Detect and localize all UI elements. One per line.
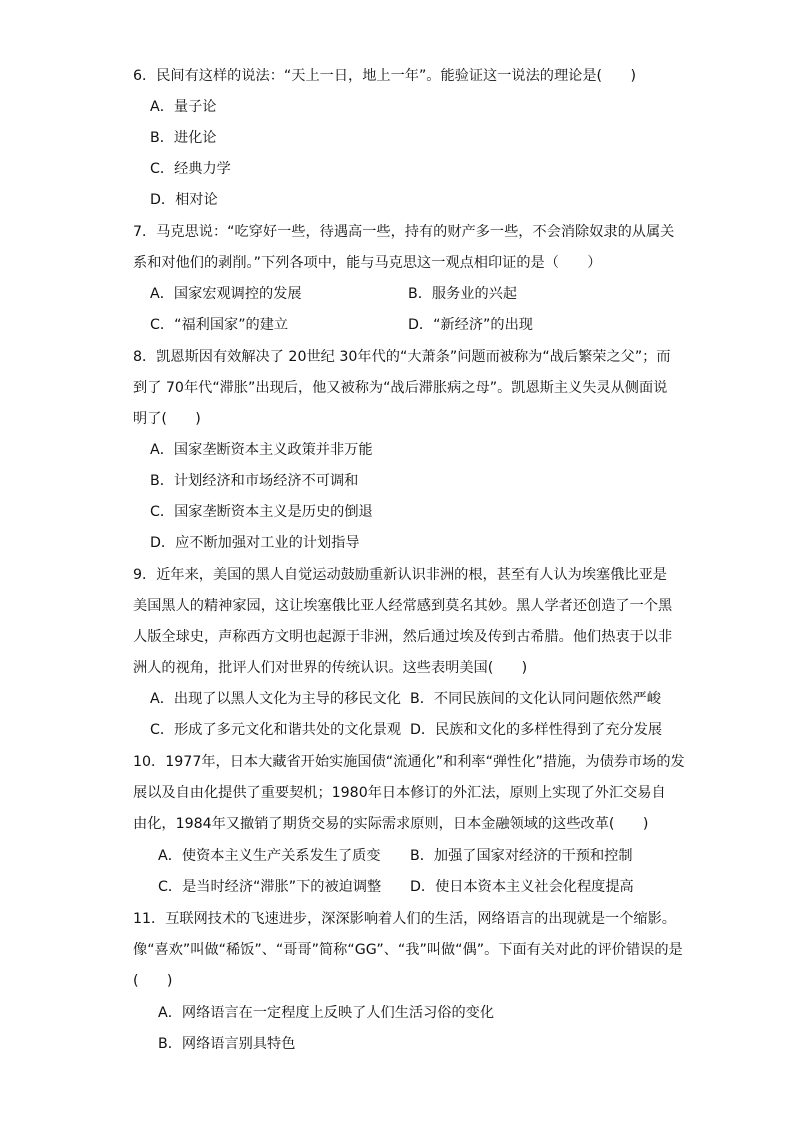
question-8-text-line-1: 8．凯恩斯因有效解决了 20世纪 30年代的“大萧条”问题而被称为“战后繁荣之父”；而 <box>133 349 671 365</box>
question-8-option-c: C．国家垄断资本主义是历史的倒退 <box>150 504 373 520</box>
question-11-text-line-3: ( ) <box>133 973 173 989</box>
question-9-text-line-1: 9．近年来，美国的黑人自觉运动鼓励重新认识非洲的根，甚至有人认为埃塞俄比亚是 <box>133 567 667 583</box>
question-11-text-line-1: 11．互联网技术的飞速进步，深深影响着人们的生活，网络语言的出现就是一个缩影。 <box>133 911 676 927</box>
question-11-option-a: A．网络语言在一定程度上反映了人们生活习俗的变化 <box>158 1005 495 1021</box>
question-10-option-b: B．加强了国家对经济的干预和控制 <box>410 848 633 864</box>
question-6-option-d: D．相对论 <box>150 192 218 208</box>
question-11-option-b: B．网络语言别具特色 <box>158 1036 296 1052</box>
question-9-option-d: D．民族和文化的多样性得到了充分发展 <box>410 722 663 738</box>
question-10-option-d: D．使日本资本主义社会化程度提高 <box>410 879 634 895</box>
question-8-text-line-3: 明了( ) <box>133 411 201 427</box>
question-10-option-c: C．是当时经济“滞胀”下的被迫调整 <box>158 879 382 895</box>
question-8-text-line-2: 到了 70年代“滞胀”出现后，他又被称为“战后滞胀病之母”。凯恩斯主义失灵从侧面说 <box>133 380 668 396</box>
question-9-option-c: C．形成了多元文化和谐共处的文化景观 <box>150 722 402 738</box>
question-9-text-line-3: 人版全球史，声称西方文明也起源于非洲，然后通过埃及传到古希腊。他们热衷于以非 <box>133 629 673 645</box>
question-7-option-d: D．“新经济”的出现 <box>408 317 533 333</box>
question-9-text-line-4: 洲人的视角，批评人们对世界的传统认识。这些表明美国( ) <box>133 660 528 676</box>
question-9-text-line-2: 美国黑人的精神家园，这让埃塞俄比亚人经常感到莫名其妙。黑人学者还创造了一个黑 <box>133 598 673 614</box>
question-10-text-line-2: 展以及自由化提供了重要契机；1980年日本修订的外汇法，原则上实现了外汇交易自 <box>133 785 666 801</box>
question-10-text-line-1: 10．1977年，日本大藏省开始实施国债“流通化”和利率“弹性化”措施，为债券市场的发 <box>133 754 685 770</box>
question-8-option-d: D．应不断加强对工业的计划指导 <box>150 535 360 551</box>
question-7-text-line-2: 系和对他们的剥削。”下列各项中，能与马克思这一观点相印证的是（ ） <box>133 255 602 271</box>
question-8-option-b: B．计划经济和市场经济不可调和 <box>150 473 359 489</box>
question-7-text-line-1: 7．马克思说：“吃穿好一些，待遇高一些，持有的财产多一些，不会消除奴隶的从属关 <box>133 224 675 240</box>
question-7-option-c: C．“福利国家”的建立 <box>150 317 289 333</box>
question-10-option-a: A．使资本主义生产关系发生了质变 <box>158 848 381 864</box>
question-10-text-line-3: 由化，1984年又撤销了期货交易的实际需求原则，日本金融领域的这些改革( ) <box>133 816 649 832</box>
question-11-text-line-2: 像“喜欢”叫做“稀饭”、“哥哥”简称“GG”、“我”叫做“偶”。下面有关对此的评价错误的是 <box>133 942 683 958</box>
question-8-option-a: A．国家垄断资本主义政策并非万能 <box>150 442 373 458</box>
question-6-option-c: C．经典力学 <box>150 161 231 177</box>
question-7-option-a: A．国家宏观调控的发展 <box>150 286 302 302</box>
question-7-option-b: B．服务业的兴起 <box>408 286 518 302</box>
question-9-option-a: A．出现了以黑人文化为主导的移民文化 <box>150 691 401 707</box>
question-6-option-b: B．进化论 <box>150 130 217 146</box>
question-6-option-a: A．量子论 <box>150 99 217 115</box>
question-9-option-b: B．不同民族间的文化认同问题依然严峻 <box>410 691 661 707</box>
question-6-text: 6．民间有这样的说法：“天上一日，地上一年”。能验证这一说法的理论是( ) <box>133 68 636 84</box>
